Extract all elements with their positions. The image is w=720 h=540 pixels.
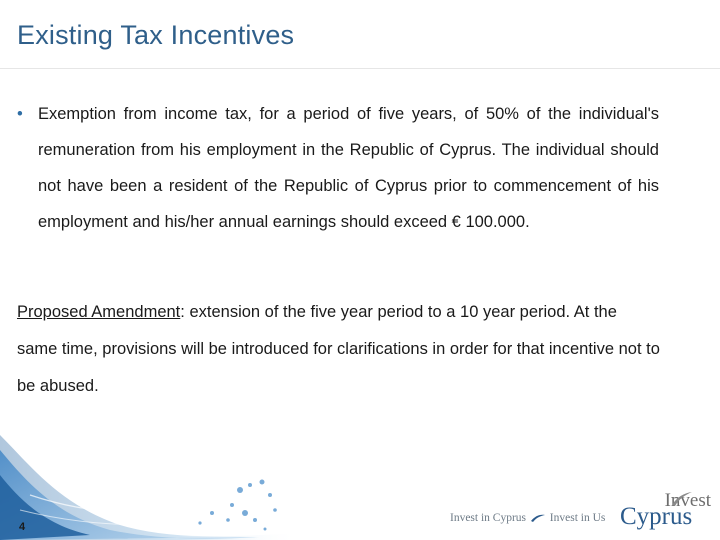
invest-cyprus-logo xyxy=(620,490,715,535)
title-divider xyxy=(0,68,720,69)
tagline-right: Invest in Us xyxy=(549,512,606,524)
bullet-dot-icon: • xyxy=(17,105,23,123)
amendment-label: Proposed Amendment xyxy=(17,303,181,321)
swoosh-icon xyxy=(531,514,545,522)
bullet-text: Exemption from income tax, for a period of five years, of 50% of the individual's remuneration from his employment in the Republic of Cyprus. The individual should not have been a resident of the Republic of Cyprus prior to commencement of his employment and his/her annual earnings should exceed € 100.000. xyxy=(38,105,659,231)
wave-decoration-icon xyxy=(0,425,300,540)
logo-invest-text: Invest xyxy=(664,490,711,511)
amendment-text: : extension of the five year period to a 10 year period. At the same time, provisions will be introduced for clarifications in order for that incentive not to be abused. xyxy=(17,303,660,395)
bullet-item xyxy=(17,96,659,240)
logo-cyprus-text: Cyprus xyxy=(620,503,693,530)
slide-title: Existing Tax Incentives xyxy=(17,20,295,50)
footer-tagline xyxy=(450,512,605,524)
page-number: 4 xyxy=(19,521,26,533)
amendment-paragraph xyxy=(17,294,660,405)
tagline-left: Invest in Cyprus xyxy=(450,512,527,524)
